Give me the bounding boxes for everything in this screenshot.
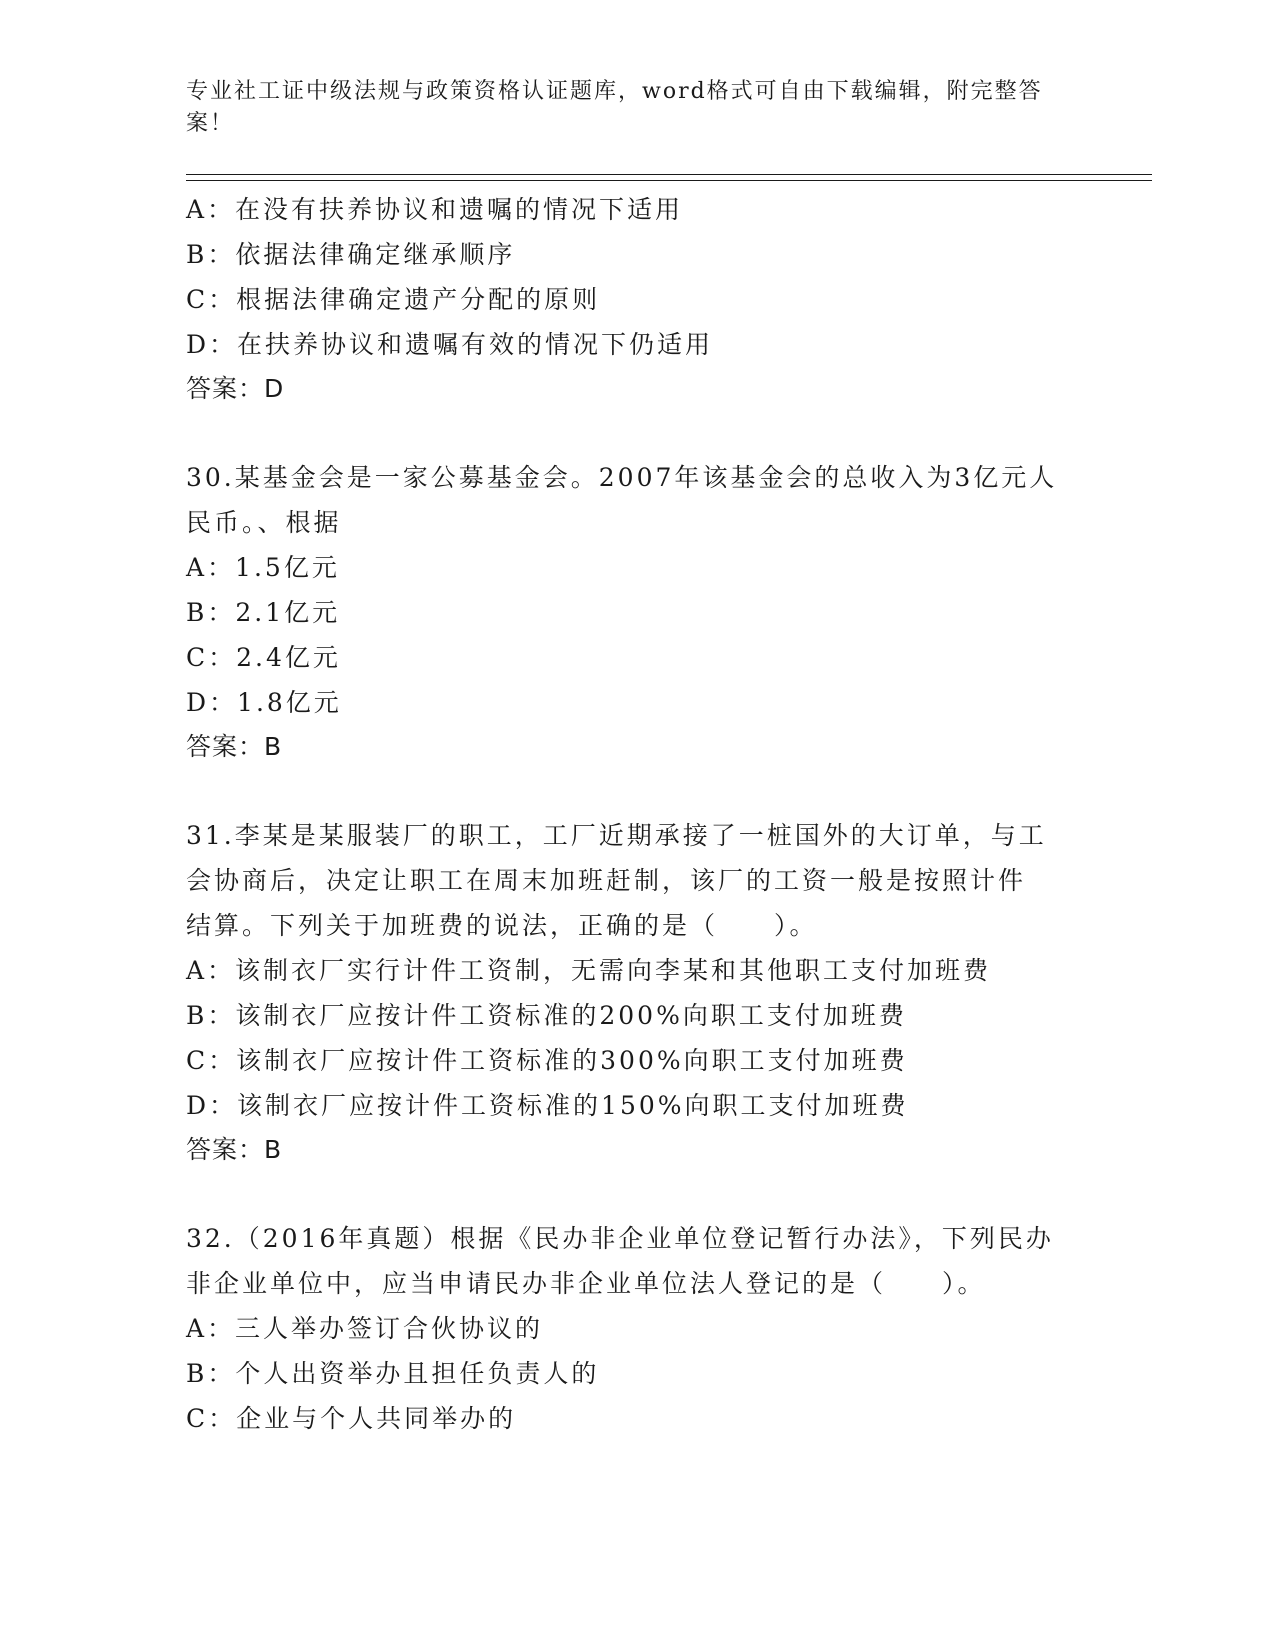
prev-option-a: A：在没有扶养协议和遗嘱的情况下适用	[186, 195, 684, 224]
prev-answer: 答案：D	[186, 374, 285, 403]
q30-option-c: C：2.4亿元	[186, 643, 341, 672]
q31-option-b: B：该制衣厂应按计件工资标准的200%向职工支付加班费	[186, 1001, 907, 1030]
header-rule-top	[186, 174, 1152, 175]
q30-stem-line1: 30.某基金会是一家公募基金会。2007年该基金会的总收入为3亿元人	[186, 463, 1058, 492]
q31-option-c: C：该制衣厂应按计件工资标准的300%向职工支付加班费	[186, 1046, 908, 1075]
q32-stem-line2: 非企业单位中，应当申请民办非企业单位法人登记的是（ ）。	[186, 1269, 986, 1298]
q31-option-d: D：该制衣厂应按计件工资标准的150%向职工支付加班费	[186, 1091, 909, 1120]
prev-option-b: B：依据法律确定继承顺序	[186, 240, 516, 269]
q30-option-a: A：1.5亿元	[186, 553, 340, 582]
prev-option-c: C：根据法律确定遗产分配的原则	[186, 285, 601, 314]
q30-stem-line2: 民币。、根据	[186, 508, 342, 537]
q30-option-b: B：2.1亿元	[186, 598, 341, 627]
prev-option-d: D：在扶养协议和遗嘱有效的情况下仍适用	[186, 330, 714, 359]
q31-stem-line1: 31.李某是某服装厂的职工，工厂近期承接了一桩国外的大订单，与工	[186, 821, 1047, 850]
q31-stem-line2: 会协商后，决定让职工在周末加班赶制，该厂的工资一般是按照计件	[186, 866, 1027, 895]
q31-stem-line3: 结算。下列关于加班费的说法，正确的是（ ）。	[186, 911, 818, 940]
q32-option-b: B：个人出资举办且担任负责人的	[186, 1359, 600, 1388]
q31-answer: 答案：B	[186, 1135, 283, 1164]
q32-stem-line1: 32.（2016年真题）根据《民办非企业单位登记暂行办法》，下列民办	[186, 1224, 1054, 1253]
q30-option-d: D：1.8亿元	[186, 688, 342, 717]
q31-option-a: A：该制衣厂实行计件工资制，无需向李某和其他职工支付加班费	[186, 956, 992, 985]
q32-option-c: C：企业与个人共同举办的	[186, 1404, 517, 1433]
page-header: 专业社工证中级法规与政策资格认证题库，word格式可自由下载编辑，附完整答案！	[186, 79, 1043, 136]
q32-option-a: A：三人举办签订合伙协议的	[186, 1314, 544, 1343]
q30-answer: 答案：B	[186, 732, 283, 761]
header-rule-bottom	[186, 180, 1152, 181]
